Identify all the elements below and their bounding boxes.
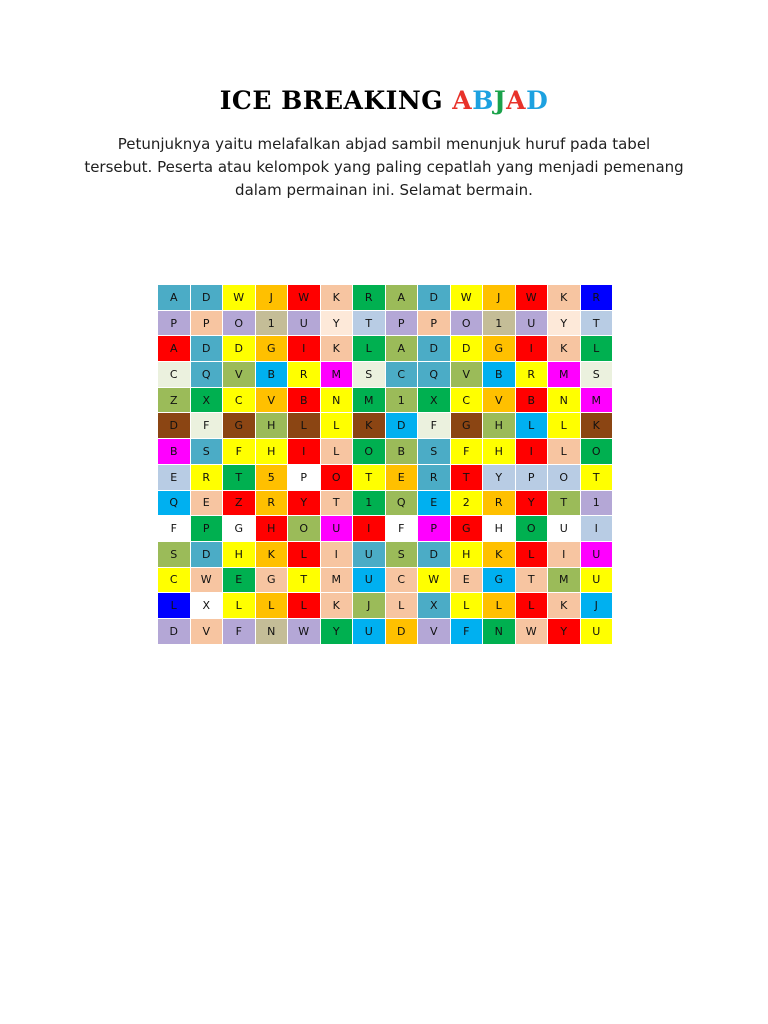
grid-row	[158, 541, 613, 567]
grid-cell: K	[580, 413, 613, 439]
grid-cell: C	[223, 387, 256, 413]
title-accent-letter: D	[526, 86, 549, 115]
grid-cell: B	[158, 439, 191, 465]
grid-cell: H	[483, 413, 516, 439]
grid-cell: U	[353, 541, 386, 567]
grid-cell: H	[255, 516, 288, 542]
grid-cell: I	[515, 439, 548, 465]
grid-cell: D	[190, 285, 223, 311]
grid-row	[158, 593, 613, 619]
grid-cell: G	[223, 413, 256, 439]
grid-cell: I	[580, 516, 613, 542]
grid-cell: L	[548, 439, 581, 465]
instructions-paragraph	[60, 133, 708, 202]
grid-cell: O	[450, 310, 483, 336]
grid-cell: S	[580, 362, 613, 388]
grid-cell: A	[158, 285, 191, 311]
grid-cell: K	[483, 541, 516, 567]
grid-cell: P	[418, 516, 451, 542]
grid-row	[158, 285, 613, 311]
grid-cell: K	[255, 541, 288, 567]
grid-cell: T	[353, 310, 386, 336]
grid-cell: F	[385, 516, 418, 542]
grid-cell: J	[580, 593, 613, 619]
grid-cell: Y	[515, 490, 548, 516]
grid-cell: L	[548, 413, 581, 439]
instructions-line-2: tersebut. Peserta atau kelompok yang paling cepatlah yang menjadi pemenang	[84, 158, 684, 176]
grid-cell: H	[483, 439, 516, 465]
grid-cell: F	[450, 618, 483, 644]
grid-cell: O	[548, 464, 581, 490]
grid-cell: L	[288, 413, 321, 439]
grid-cell: B	[483, 362, 516, 388]
grid-cell: B	[255, 362, 288, 388]
grid-cell: T	[580, 310, 613, 336]
grid-cell: S	[418, 439, 451, 465]
grid-cell: Q	[385, 490, 418, 516]
grid-cell: G	[223, 516, 256, 542]
grid-cell: T	[288, 567, 321, 593]
grid-cell: S	[190, 439, 223, 465]
grid-cell: Y	[320, 618, 353, 644]
grid-cell: T	[548, 490, 581, 516]
grid-cell: T	[353, 464, 386, 490]
grid-cell: U	[580, 618, 613, 644]
grid-row	[158, 464, 613, 490]
grid-cell: Y	[548, 310, 581, 336]
grid-cell: G	[483, 567, 516, 593]
grid-cell: O	[288, 516, 321, 542]
grid-cell: R	[418, 464, 451, 490]
grid-cell: Q	[158, 490, 191, 516]
grid-cell: K	[353, 413, 386, 439]
grid-cell: B	[515, 387, 548, 413]
grid-cell: V	[190, 618, 223, 644]
grid-cell: B	[288, 387, 321, 413]
grid-cell: L	[385, 593, 418, 619]
grid-cell: E	[190, 490, 223, 516]
grid-cell: H	[450, 541, 483, 567]
grid-cell: U	[353, 618, 386, 644]
grid-cell: C	[385, 362, 418, 388]
grid-cell: F	[223, 618, 256, 644]
grid-cell: H	[223, 541, 256, 567]
grid-cell: L	[288, 593, 321, 619]
grid-cell: J	[483, 285, 516, 311]
title-main: ICE BREAKING	[219, 86, 453, 115]
grid-cell: V	[450, 362, 483, 388]
grid-cell: K	[548, 336, 581, 362]
grid-cell: E	[450, 567, 483, 593]
grid-cell: G	[450, 413, 483, 439]
grid-row	[158, 362, 613, 388]
grid-cell: M	[320, 362, 353, 388]
grid-cell: C	[158, 362, 191, 388]
grid-cell: I	[353, 516, 386, 542]
grid-cell: L	[515, 541, 548, 567]
grid-row	[158, 490, 613, 516]
grid-cell: M	[353, 387, 386, 413]
grid-cell: 1	[483, 310, 516, 336]
grid-cell: U	[320, 516, 353, 542]
grid-cell: K	[320, 285, 353, 311]
grid-cell: T	[320, 490, 353, 516]
grid-cell: R	[255, 490, 288, 516]
grid-cell: U	[288, 310, 321, 336]
grid-cell: X	[418, 593, 451, 619]
grid-cell: Z	[158, 387, 191, 413]
grid-cell: Z	[223, 490, 256, 516]
grid-cell: O	[515, 516, 548, 542]
grid-cell: N	[255, 618, 288, 644]
grid-cell: N	[483, 618, 516, 644]
grid-cell: F	[418, 413, 451, 439]
grid-cell: U	[548, 516, 581, 542]
grid-row	[158, 567, 613, 593]
grid-cell: D	[385, 618, 418, 644]
grid-cell: L	[158, 593, 191, 619]
grid-cell: O	[223, 310, 256, 336]
grid-cell: S	[353, 362, 386, 388]
grid-cell: A	[158, 336, 191, 362]
grid-cell: Y	[548, 618, 581, 644]
grid-cell: M	[320, 567, 353, 593]
grid-cell: O	[320, 464, 353, 490]
grid-cell: X	[418, 387, 451, 413]
grid-cell: 2	[450, 490, 483, 516]
grid-cell: P	[190, 310, 223, 336]
grid-cell: L	[320, 413, 353, 439]
grid-cell: A	[385, 285, 418, 311]
grid-row	[158, 439, 613, 465]
grid-cell: L	[483, 593, 516, 619]
grid-cell: N	[320, 387, 353, 413]
letter-grid	[157, 284, 613, 645]
grid-cell: P	[385, 310, 418, 336]
grid-row	[158, 310, 613, 336]
grid-cell: I	[320, 541, 353, 567]
grid-cell: N	[548, 387, 581, 413]
title-accent-letter: B	[472, 86, 494, 115]
letter-grid-body	[158, 285, 613, 645]
grid-cell: O	[353, 439, 386, 465]
grid-cell: W	[515, 285, 548, 311]
grid-cell: K	[548, 593, 581, 619]
grid-cell: K	[320, 593, 353, 619]
grid-cell: V	[483, 387, 516, 413]
grid-cell: G	[255, 567, 288, 593]
grid-row	[158, 516, 613, 542]
grid-cell: W	[288, 618, 321, 644]
grid-cell: L	[223, 593, 256, 619]
grid-cell: R	[580, 285, 613, 311]
grid-row	[158, 413, 613, 439]
grid-cell: D	[418, 541, 451, 567]
grid-cell: V	[255, 387, 288, 413]
grid-cell: I	[548, 541, 581, 567]
grid-cell: L	[255, 593, 288, 619]
grid-cell: W	[190, 567, 223, 593]
grid-cell: M	[548, 567, 581, 593]
grid-cell: D	[158, 618, 191, 644]
grid-cell: L	[515, 593, 548, 619]
grid-cell: D	[418, 285, 451, 311]
grid-cell: C	[158, 567, 191, 593]
title-accent-letter: A	[506, 86, 527, 115]
grid-cell: 1	[255, 310, 288, 336]
grid-cell: I	[515, 336, 548, 362]
grid-cell: L	[353, 336, 386, 362]
grid-cell: W	[515, 618, 548, 644]
grid-cell: R	[483, 490, 516, 516]
grid-cell: L	[320, 439, 353, 465]
grid-cell: S	[385, 541, 418, 567]
grid-row	[158, 387, 613, 413]
grid-cell: Y	[320, 310, 353, 336]
grid-cell: W	[450, 285, 483, 311]
grid-row	[158, 336, 613, 362]
grid-cell: I	[288, 336, 321, 362]
grid-cell: P	[515, 464, 548, 490]
title-accent-letter: J	[493, 86, 507, 115]
grid-row	[158, 618, 613, 644]
grid-cell: F	[223, 439, 256, 465]
grid-cell: U	[580, 567, 613, 593]
grid-cell: L	[450, 593, 483, 619]
grid-cell: C	[385, 567, 418, 593]
grid-cell: T	[223, 464, 256, 490]
grid-cell: G	[255, 336, 288, 362]
grid-cell: U	[515, 310, 548, 336]
grid-cell: F	[450, 439, 483, 465]
grid-cell: R	[353, 285, 386, 311]
grid-cell: G	[450, 516, 483, 542]
grid-cell: E	[418, 490, 451, 516]
grid-cell: T	[515, 567, 548, 593]
grid-cell: D	[223, 336, 256, 362]
grid-cell: Q	[418, 362, 451, 388]
grid-cell: 1	[580, 490, 613, 516]
grid-cell: H	[255, 439, 288, 465]
title-accent-word	[452, 86, 548, 115]
grid-cell: T	[580, 464, 613, 490]
grid-cell: C	[450, 387, 483, 413]
grid-cell: D	[158, 413, 191, 439]
grid-cell: 1	[385, 387, 418, 413]
grid-cell: B	[385, 439, 418, 465]
grid-cell: F	[158, 516, 191, 542]
instructions-line-1: Petunjuknya yaitu melafalkan abjad sambil menunjuk huruf pada tabel	[117, 135, 651, 153]
grid-cell: L	[580, 336, 613, 362]
grid-cell: K	[548, 285, 581, 311]
grid-cell: U	[580, 541, 613, 567]
grid-cell: Q	[190, 362, 223, 388]
grid-cell: P	[190, 516, 223, 542]
grid-cell: R	[515, 362, 548, 388]
grid-cell: F	[190, 413, 223, 439]
grid-cell: P	[288, 464, 321, 490]
grid-cell: Y	[288, 490, 321, 516]
grid-cell: U	[353, 567, 386, 593]
grid-cell: K	[320, 336, 353, 362]
grid-cell: D	[385, 413, 418, 439]
grid-cell: X	[190, 593, 223, 619]
grid-cell: D	[190, 541, 223, 567]
grid-cell: D	[418, 336, 451, 362]
grid-cell: W	[418, 567, 451, 593]
grid-cell: G	[483, 336, 516, 362]
grid-cell: I	[288, 439, 321, 465]
grid-cell: E	[223, 567, 256, 593]
grid-cell: 1	[353, 490, 386, 516]
grid-cell: W	[223, 285, 256, 311]
grid-cell: E	[385, 464, 418, 490]
grid-cell: P	[418, 310, 451, 336]
grid-cell: 5	[255, 464, 288, 490]
grid-cell: L	[288, 541, 321, 567]
grid-cell: Y	[483, 464, 516, 490]
grid-cell: M	[548, 362, 581, 388]
grid-cell: X	[190, 387, 223, 413]
grid-cell: H	[255, 413, 288, 439]
grid-cell: V	[223, 362, 256, 388]
grid-cell: W	[288, 285, 321, 311]
grid-cell: J	[353, 593, 386, 619]
grid-cell: M	[580, 387, 613, 413]
grid-cell: S	[158, 541, 191, 567]
grid-cell: R	[288, 362, 321, 388]
title-accent-letter: A	[452, 86, 473, 115]
instructions-line-3: dalam permainan ini. Selamat bermain.	[235, 181, 533, 199]
page-title	[0, 86, 768, 116]
grid-cell: H	[483, 516, 516, 542]
grid-cell: P	[158, 310, 191, 336]
grid-cell: R	[190, 464, 223, 490]
grid-cell: D	[190, 336, 223, 362]
grid-cell: D	[450, 336, 483, 362]
grid-cell: L	[515, 413, 548, 439]
grid-cell: T	[450, 464, 483, 490]
grid-cell: J	[255, 285, 288, 311]
grid-cell: O	[580, 439, 613, 465]
grid-cell: V	[418, 618, 451, 644]
grid-cell: A	[385, 336, 418, 362]
grid-cell: E	[158, 464, 191, 490]
